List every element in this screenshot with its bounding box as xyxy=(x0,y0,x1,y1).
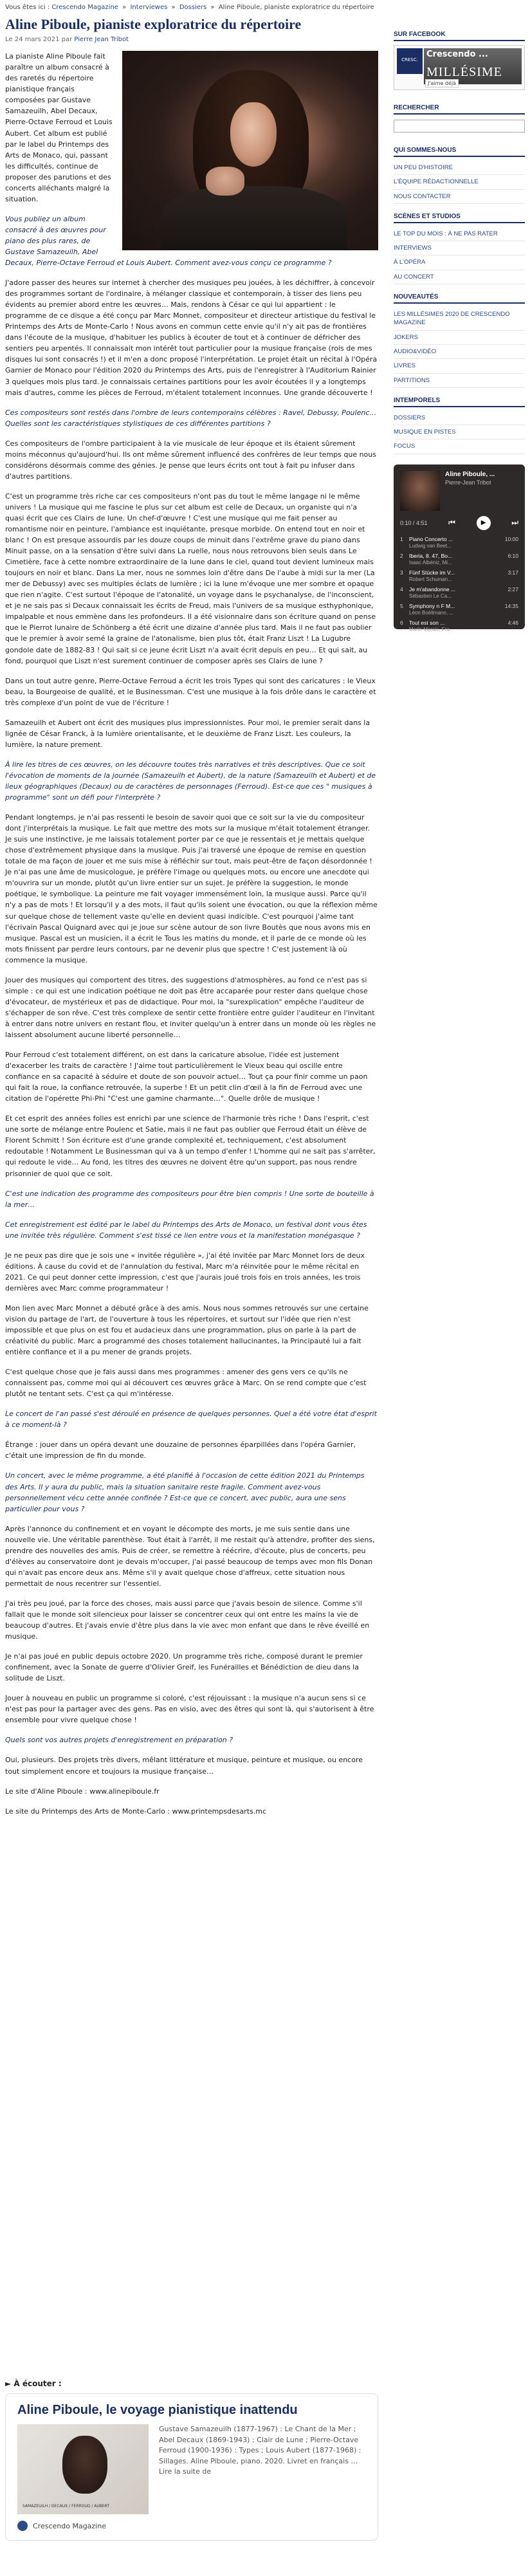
previous-icon[interactable]: ⏮ xyxy=(448,518,455,528)
spotify-track-row[interactable] xyxy=(400,567,518,584)
article-paragraph: Étrange : jouer dans un opéra devant une douzaine de personnes éparpillées dans l'opéra Garnier, c'était une impression de fin du monde. xyxy=(5,1440,356,1460)
article-paragraph: Je n'ai pas joué en public depuis octobre 2020. Un programme très riche, composé durant le premier confinement, avec la Sonate de guerre d'Olivier Greif, les Funérailles et Bénédiction de dieu dans la solitude de Liszt. xyxy=(5,1652,363,1683)
spotify-track-artist: Isaac Albéniz, Mi... xyxy=(409,559,452,566)
article xyxy=(5,17,378,1826)
spotify-track-title[interactable]: Fünf Stücke im V... xyxy=(409,569,455,576)
spotify-artist[interactable]: Pierre-Jean Tribot xyxy=(445,479,491,486)
article-paragraph: Jouer à nouveau en public un programme si coloré, c'est réjouissant : la musique n'a aucun sens si ce n'est pas pour la partager avec des gens. Pas en visio, avec des êtres qui sont là, qui s'autorisent à être ensemble pour vivre quelque chose ! xyxy=(5,1694,374,1725)
spotify-track-artist: Marin Marais, Fra... xyxy=(409,626,454,632)
spotify-track-title[interactable]: Iberia, 8. 47, Bo... xyxy=(409,552,453,559)
spotify-track-duration: 10:00 xyxy=(504,535,518,542)
spotify-track-duration: 4:46 xyxy=(507,619,518,626)
sidebar-heading-intemporels: INTEMPORELS xyxy=(394,388,525,407)
sidebar-scenes-list xyxy=(394,227,525,284)
article-paragraph: Dans un tout autre genre, Pierre-Octave Ferroud a écrit les trois Types qui sont des caricatures : le Vieux beau, la Bourgeoise de qualité, et le Businessman. C'est une musique à la fois drôle dans le caractère et très complexe d'un point de vue de l'écriture ! xyxy=(5,676,376,707)
spotify-track-duration: 2:27 xyxy=(507,585,518,593)
article-author-link[interactable]: Pierre Jean Tribot xyxy=(74,36,129,44)
spotify-track-row[interactable] xyxy=(400,618,518,634)
facebook-page-name[interactable]: Crescendo ... xyxy=(426,50,488,59)
article-paragraph: C'est quelque chose que je fais aussi dans mes programmes : amener des gens vers ce qu'ils ne connaissent pas, comme moi qui ai découvert ces œuvres grâce à Marc. On se rend compte que c'est plutôt ne tentant sets. C'est ça qui m'intéresse. xyxy=(5,1368,367,1399)
article-title: Aline Piboule, pianiste exploratrice du répertoire xyxy=(5,16,302,32)
spotify-track-duration: 14:35 xyxy=(504,602,518,609)
breadcrumb-link-home[interactable]: Crescendo Magazine xyxy=(51,4,118,11)
interview-question: Quels sont vos autres projets d'enregistrement en préparation ? xyxy=(5,1736,233,1745)
interview-question: Le concert de l'an passé s'est déroulé en présence de quelques personnes. Quel a été votre état d'esprit à ce moment-là ? xyxy=(5,1410,377,1430)
hero-photo xyxy=(122,51,378,250)
article-paragraph: Pendant longtemps, je n'ai pas ressenti le besoin de savoir quoi que ce soit sur la vie du compositeur dont j'interprétais la musique. Le fait que mettre des mots sur la musique m'était totalement étranger. Je suis une instinctive, je me laissais totalement porter par ce que je ressentais et je mettais quelque chose d'extrêmement physique dans la musique. Puis j'ai traversé une époque de remise en question totale de ma façon de jouer et me suis mise à réfléchir sur tout, mais peut-être de façon désordonnée ! Je n'ai pas une âme de musicologue, je préfère l'image ou quelques mots, ou encore une anecdote qui m'ouvrira sur un monde, plutôt qu'un livre entier sur un sujet. Je préfère la suggestion, le monde poétique, le symbolique. La peinture me fait voyager immensément loin, la musique aussi. Parce qu'il n'y a pas de mots ! Et lorsqu'il y a des mots, il faut qu'ils soient une évocation, ou que la réflexion même sur quelque chose de tellement vaste qu'elle en devient quasi indicible. C'est pourquoi j'aime tant l'écrivain Pascal Quignard avec qui je joue sur scène autour de son livre Boutès que nous avons mis en musique. Pascal est un musicien, il a écrit le Tous les matins du monde, et il parle de ce monde où les mots finissent par perdre leurs contours, par ne devenir plus que spectre ! C'est justement là où commence la musique. xyxy=(5,813,378,964)
related-card-title[interactable]: Aline Piboule, le voyage pianistique inattendu xyxy=(17,2403,298,2417)
related-card-source: Crescendo Magazine xyxy=(33,2521,106,2530)
article-paragraph: Jouer des musiques qui comportent des titres, des suggestions d'atmosphères, au fond ce n'est pas si simple : ce qui est une indication poétique ne doit pas être accaparée pour rester dans quelque chose d'évocateur, de mystérieux et pas de didactique. Pour moi, la "surexplication" empêche l'auditeur de s'échapper de son rêve. C'est très complexe de sentir cette frontière entre guider l'auditeur en l'invitant à entrer dans notre univers en restant flou, et inviter quelqu'un à entrer dans un monde où les règles ne laissent absolument aucune liberté personnelle… xyxy=(5,975,376,1039)
play-icon[interactable]: ▶ xyxy=(477,516,491,530)
interview-question: Un concert, avec le même programme, a été planifié à l'occasion de cette édition 2021 du Printemps des Arts. Il y aura du public, mais la situation sanitaire reste fragile. Comment avez-vous personnellement vécu cette année confinée ? Est-ce que ce concert, avec public, aura une sens particulier pour vous ? xyxy=(5,1471,365,1513)
spotify-track-number: 6 xyxy=(400,619,403,626)
sidebar-heading-about: QUI SOMMES-NOUS xyxy=(394,138,525,157)
listen-section xyxy=(5,2379,378,2541)
spotify-time: 0:10 / 4:51 xyxy=(400,519,428,526)
sidebar-item-news-3[interactable]: LIVRES xyxy=(394,359,525,373)
sidebar-item-intemporels-1[interactable]: MUSIQUE EN PISTES xyxy=(394,425,525,439)
article-date: Le 24 mars 2021 xyxy=(5,36,60,44)
spotify-track-number: 5 xyxy=(400,602,403,609)
search-input[interactable] xyxy=(394,120,525,133)
article-paragraph: Ces compositeurs de l'ombre participaient à la vie musicale de leur époque et ils étaient sûrement moins méconnus qu'aujourd'hui. Ils ont même sûrement influencé des confrères de leur temps que nous considérons désormais comme des génies. Je pense que leurs écrits ont tout à fait pu infuser dans d'autres partitions. xyxy=(5,439,376,481)
interview-question: Cet enregistrement est édité par le label du Printemps des Arts de Monaco, un festival dont vous êtes une invitée très régulière. Comment s'est tissé ce lien entre vous et la manifestation monégasque ? xyxy=(5,1220,367,1240)
interview-question: À lire les titres de ces œuvres, on les découvre toutes très narratives et très descriptives. Que ce soit l'évocation de moments de la journée (Samazeuilh et Aubert), de la nature (Samazeuilh et Aubert) et de lieux géographiques (Decaux) ou de caractères de personnages (Ferroud). Est-ce que ces " musiques à programme" sont un défi pour l'interprète ? xyxy=(5,760,376,802)
sidebar-heading-facebook: SUR FACEBOOK xyxy=(394,0,525,41)
article-paragraph: La pianiste Aline Piboule fait paraître un album consacré à des raretés du répertoire pianistique français composées par Gustave Samazeuilh, Abel Decaux, Pierre-Octave Ferroud et Louis Aubert. Cet album est publié par le label du Printemps des Arts de Monaco, qui, passant les difficultés, continue de proposer des parutions et des concerts alléchants malgré la situation. xyxy=(5,52,113,203)
article-paragraph: Le site d'Aline Piboule : www.alinepiboule.fr xyxy=(5,1787,160,1796)
facebook-banner-text: MILLÉSIME xyxy=(426,65,502,79)
article-paragraph: J'ai très peu joué, par la force des choses, mais aussi parce que j'avais besoin de silence. Comme s'il fallait que le monde soit silencieux pour laisser se concentrer ceux qui ont entre les mains la vie de beaucoup d'autres. Et j'avais envie d'être plus dans la vie avec mon enfant que dans le rêve éveillé en musique. xyxy=(5,1599,370,1641)
spotify-cover xyxy=(400,471,440,511)
interview-question: Ces compositeurs sont restés dans l'ombre de leurs contemporains célèbres : Ravel, Debussy, Poulenc… Quelles sont les caractéristiques stylistiques de ces différentes partitions ? xyxy=(5,408,377,428)
crescendo-logo-icon xyxy=(17,2521,28,2531)
spotify-track-number: 2 xyxy=(400,552,403,559)
spotify-track-title[interactable]: Tout est son ... xyxy=(409,619,445,626)
sidebar-item-scenes-2[interactable]: À L'OPÉRA xyxy=(394,255,525,270)
spotify-track-artist: Léon Boëllmann, ... xyxy=(409,609,453,616)
sidebar-item-scenes-0[interactable]: LE TOP DU MOIS : À NE PAS RATER xyxy=(394,227,525,241)
sidebar-item-scenes-1[interactable]: INTERVIEWS xyxy=(394,241,525,255)
sidebar-item-intemporels-2[interactable]: FOCUS xyxy=(394,439,525,454)
sidebar-item-intemporels-0[interactable]: DOSSIERS xyxy=(394,411,525,425)
breadcrumb-prefix: Vous êtes ici : xyxy=(5,4,50,11)
spotify-track-row[interactable] xyxy=(400,601,518,618)
album-cover-caption: SAMAZEUILH / DECAUX / FERROUD / AUBERT xyxy=(23,2504,110,2509)
sidebar-item-about-2[interactable]: NOUS CONTACTER xyxy=(394,190,525,204)
interview-question: Vous publiez un album consacré à des œuvres pour piano des plus rares, de Gustave Samazeuilh, Abel Decaux, Pierre-Octave Ferroud et Louis Aubert. Comment avez-vous conçu ce programme ? xyxy=(5,214,332,268)
breadcrumb-link-interviewes[interactable]: Interviewes xyxy=(130,4,168,11)
sidebar-news-list xyxy=(394,308,525,388)
album-cover-thumbnail xyxy=(17,2424,149,2514)
breadcrumb: Vous êtes ici : Crescendo Magazine » Interviewes » Dossiers » Aline Piboule, pianiste exploratrice du répertoire xyxy=(5,4,374,11)
sidebar-item-news-0[interactable]: LES MILLÉSIMES 2020 DE CRESCENDO MAGAZINE xyxy=(394,308,525,331)
spotify-track-title[interactable]: Symphony n F M... xyxy=(409,602,455,609)
sidebar-heading-search: RECHERCHER xyxy=(394,90,525,115)
article-paragraph: C'est un programme très riche car ces compositeurs n'ont pas du tout le même langage ni le même univers ! La musique qui me fascine le plus sur cet album est celle de Decaux, un organiste qui n'a quasi écrit que ces Clairs de lune. Un chef-d'œuvre ! C'est une musique qui me fait penser au romantisme noir en peinture, l'ambiance est inquiétante, presque morbide. On entend tout en noir et blanc ! On est presque assourdis par les douze coups de minuit dans l'extrême grave du piano dans Minuit passe, on a la sensation d'être suivi dans La ruelle, nous nous retrouvons bien seuls dans Le Cimetière, face à cette nombre extraordinaire de la lune dans le ciel, quand tout devient lumineux mais toujours en noir et blanc. Dans La mer, nous ne sommes loin d'être dans De l'aube à midi sur la mer (La mer de Debussy) avec ses multiples éclats de lumière ; ici la lune m'évoque une mer sombre et opaque que rien n'agite. C'est surtout l'époque de l'atonalité, un voyage dans le psychanalyse, de l'inconscient, et je ne sais pas si Decaux connaissait les écrits de Freud, mais l'univers de sa musique esthyphonique, impalpable et nous emmène dans les profondeurs. Il a été visionnaire dans son écriture quand on pense que le Pierrot lunaire de Schönberg a été écrit une dizaine d'année plus tard. Mais il ne faut pas oublier que le premier à avoir semé la graine de l'atonalisme, bien plus tôt, était Franz Liszt ! La Lugubre gondole date de 1882-83 ! Qui sait si ce jeune écrit Liszt n'a avait écrit depuis en peu… Et qui sait, au fond, pourquoi que Liszt n'est surement continuer de composer après ses Clairs de lune ? xyxy=(5,492,376,665)
sidebar-about-list xyxy=(394,161,525,204)
article-paragraph: Mon lien avec Marc Monnet a débuté grâce à des amis. Nous nous sommes retrouvés sur une certaine vision du partage de l'art, de l'ouverture à tous les répertoires, et surtout sur l'idée que rien n'est impossible et que plus on est fou et audacieux dans une programmation, plus on parle à la part de créativité du public. Marc a programmé des choses totalement hallucinantes, la Principauté lui a fait entière confiance et il a pu mener de grands projets. xyxy=(5,1303,369,1357)
spotify-track-number: 4 xyxy=(400,585,403,593)
article-meta xyxy=(5,36,378,43)
spotify-track-duration: 6:10 xyxy=(507,552,518,559)
article-paragraph: Samazeuilh et Aubert ont écrit des musiques plus impressionnistes. Pour moi, le premier serait dans la lignée de César Franck, à la lumière orientalisante, et le deuxième de Franz Liszt. Les couleurs, la lumière, la nature prement. xyxy=(5,718,370,749)
article-paragraph: J'adore passer des heures sur internet à chercher des musiques peu jouées, à les déchiffrer, à concevoir des programmes sortant de l'ordinaire, à mélanger classique et contemporain, à tisser des liens peu évidents au premier abord entre les œuvres… Mais, rendons à César ce qui lui appartient : le programme de ce disque a été conçu par Marc Monnet, compositeur et directeur artistique du festival le Printemps des Arts de Monte-Carlo ! Nous avons en commun cette envie qu'il n'y ait pas de frontières dans l'écoute de la musique, d'habituer les publics à écouter de tout et à continuer de défricher des sentiers peu arpentés. Il connaissait mon intérêt tout particulier pour la musique française (rois de mes disques lui sont consacrés !) et il m'en a donc proposé l'interprétation. Le projet était un récital à l'Opéra Garnier de Monaco pour l'édition 2020 du Printemps des Arts, puis de l'enregistrer à l'Auditorium Rainier 3 quelques mois plus tard. Je connaissais certaines partitions pour les avoir écoutées il y a longtemps mais d'autres, comme les pièces de Ferroud, m'étaient totalement inconnues. Une grande découverte ! xyxy=(5,279,378,397)
spotify-track-duration: 3:17 xyxy=(507,569,518,576)
article-paragraph: Pour Ferroud c'est totalement différent, on est dans la caricature absolue, l'idée est justement d'exacerber les traits de caractère ! J'aime tout particulièrement le Vieux beau qui oscille entre confiance en sa capacité à séduire et doute de son pouvoir actuel… Tout ça pour finir comme un paon qui fait la roue, la confiance retrouvée, la superbe ! Et un petit clin d'œil à la fin de Ferroud avec une citation de l'opérette Phi-Phi "C'est une gamine charmante…". Quelle drôle de musique ! xyxy=(5,1051,368,1103)
facebook-widget[interactable] xyxy=(394,45,525,90)
spotify-track-artist: Robert Schuman... xyxy=(409,576,452,582)
sidebar-item-news-1[interactable]: JOKERS xyxy=(394,331,525,345)
article-paragraph: Et cet esprit des années folles est enrichi par une science de l'harmonie très riche ! Dans l'esprit, c'est une sorte de mélange entre Poulenc et Satie, mais il ne faut pas oublier que Ferroud était un élève de Florent Schmitt ! Son écriture est d'une grande complexité et, techniquement, c'est absolument redoutable ! Notamment Le Businessman qui va à un tempo d'enfer ! L'homme qui ne sait pas s'arrêter, qui redoute le vide… Au fond, les titres des œuvres ne doivent être qu'un support, pas nous rendre prisonnier de quoi que ce soit. xyxy=(5,1114,376,1178)
interview-question: C'est une indication des programme des compositeurs pour être bien compris ! Une sorte de bouteille à la mer… xyxy=(5,1189,374,1209)
sidebar-item-scenes-3[interactable]: AU CONCERT xyxy=(394,270,525,284)
spotify-player[interactable] xyxy=(394,465,525,632)
spotify-tracklist xyxy=(400,534,518,634)
article-paragraph: Le site du Printemps des Arts de Monte-Carlo : www.printempsdesarts.mc xyxy=(5,1807,267,1816)
spotify-track-row[interactable] xyxy=(400,551,518,567)
sidebar-heading-news: NOUVEAUTÉS xyxy=(394,284,525,304)
listen-heading: ► À écouter : xyxy=(5,2379,62,2388)
spotify-track-artist: Ludwig van Beet... xyxy=(409,542,452,549)
article-paragraph: Après l'annonce du confinement et en voyant le décompte des morts, je me suis sentie dans une nouvelle vie. Une véritable parenthèse. Tout était à l'arrêt, il me restait qu'à attendre, profiter des siens, prendre des nouvelles des amis. Puis de créer, se remettre à réécrire, d'écoute, plus de concerts, peu d'élèves au conservatoire dont je devais m'occuper, j'ai passé beaucoup de temps avec mon fils Donan qui n'avait pas encore deux ans. Même s'il y avait quelque chose d'affreux, cette situation nous permettait de nous recentrer sur l'essentiel. xyxy=(5,1524,375,1588)
breadcrumb-link-dossiers[interactable]: Dossiers xyxy=(179,4,207,11)
breadcrumb-current: Aline Piboule, pianiste exploratrice du répertoire xyxy=(218,4,374,11)
sidebar-item-about-0[interactable]: UN PEU D'HISTOIRE xyxy=(394,161,525,175)
sidebar-item-about-1[interactable]: L'ÉQUIPE RÉDACTIONNELLE xyxy=(394,175,525,189)
spotify-track-row[interactable] xyxy=(400,534,518,551)
related-card[interactable] xyxy=(5,2393,378,2541)
spotify-track-row[interactable] xyxy=(400,584,518,601)
facebook-like-button[interactable]: J'aime déjà xyxy=(425,79,459,87)
spotify-track-title[interactable]: Je m'abandonne ... xyxy=(409,585,456,593)
spotify-track-number: 3 xyxy=(400,569,403,576)
related-card-text: Gustave Samazeuilh (1877-1967) : Le Chant de la Mer ; Abel Decaux (1869-1943) : Clair de Lune ; Pierre-Octave Ferroud (1900-1936) : Types ; Louis Aubert (1877-1968) : Sillages. Aline Piboule, piano. 2020. Livret en français … Lire la suite de xyxy=(159,2425,361,2476)
article-paragraph: Je ne peux pas dire que je sois une « invitée régulière », j'ai été invitée par Marc Monnet lors de deux éditions. À cause du covid et de l'annulation du festival, Marc m'a réinvitée pour le même récital en 2021. Ce qui peut donner cette impression, c'est que j'aurais joué trois fois en trois années, les trois dernières avec Marc comme programmateur ! xyxy=(5,1251,365,1293)
sidebar-heading-scenes: SCÈNES ET STUDIOS xyxy=(394,204,525,223)
spotify-track-artist: Sébastien Le Ca... xyxy=(409,593,452,599)
spotify-album-title[interactable]: Aline Piboule, ... xyxy=(445,470,495,478)
spotify-track-number: 1 xyxy=(400,535,403,542)
crescendo-fb-logo-icon: CRESC. xyxy=(397,48,423,74)
sidebar-item-news-4[interactable]: PARTITIONS xyxy=(394,374,525,388)
next-icon[interactable]: ⏭ xyxy=(511,518,518,528)
sidebar xyxy=(394,0,525,632)
article-by: par xyxy=(61,36,73,44)
sidebar-item-news-2[interactable]: AUDIO&VIDÉO xyxy=(394,345,525,359)
spotify-track-title[interactable]: Piano Concerto ... xyxy=(409,535,453,542)
article-paragraph: Oui, plusieurs. Des projets très divers, mêlant littérature et musique, peinture et musique, ou encore tout simplement encore et toujours la musique française… xyxy=(5,1756,363,1776)
sidebar-intemporels-list xyxy=(394,411,525,454)
article-body xyxy=(5,51,378,1816)
